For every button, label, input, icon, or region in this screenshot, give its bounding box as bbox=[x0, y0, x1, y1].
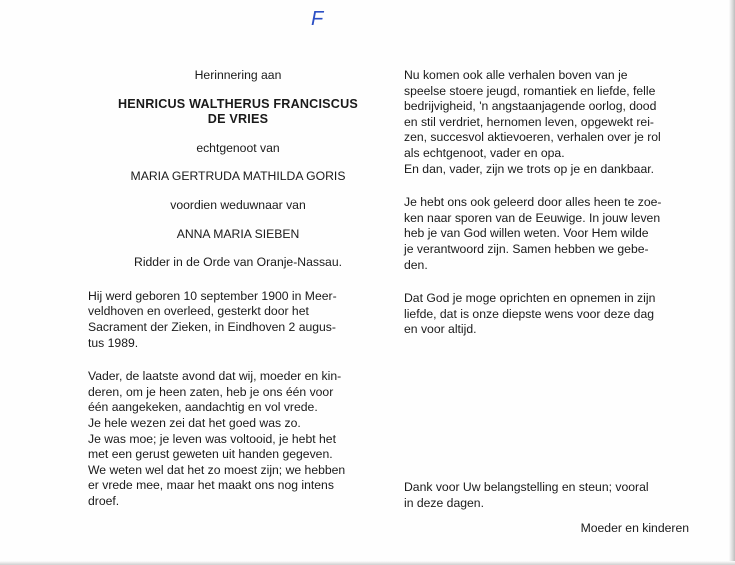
text-line: tus 1989. bbox=[88, 335, 139, 350]
handwritten-letter-mark: F bbox=[311, 8, 324, 30]
text-line: en voor altijd. bbox=[404, 322, 477, 337]
text-line: Vader, de laatste avond dat wij, moeder en kin- bbox=[88, 369, 342, 384]
spouse-intro: echtgenoot van bbox=[196, 140, 280, 155]
text-line: als echtgenoot, vader en opa. bbox=[404, 145, 565, 160]
text-line: bedrijvigheid, 'n angstaanjagende oorlog, dood bbox=[404, 99, 657, 114]
right-column bbox=[404, 68, 689, 537]
widower-intro: voordien weduwnaar van bbox=[170, 197, 306, 212]
text-line: er vrede mee, maar het maakt ons nog intens bbox=[88, 478, 334, 493]
birth-death-paragraph bbox=[88, 289, 388, 351]
text-line: heb je van God willen weten. Voor Hem wilde bbox=[404, 226, 649, 241]
text-line: liefde, dat is onze diepste wens voor deze dag bbox=[404, 306, 655, 321]
card-edge-bottom bbox=[0, 561, 735, 565]
last-evening-paragraph bbox=[88, 369, 388, 509]
text-line: Je hebt ons ook geleerd door alles heen te zoe- bbox=[404, 195, 662, 210]
text-line: één aangekeken, aandachtig en vol vrede. bbox=[88, 400, 318, 415]
text-line: je verantwoord zijn. Samen hebben we gebe- bbox=[404, 241, 649, 256]
text-line: Je was moe; je leven was voltooid, je hebt het bbox=[88, 431, 336, 446]
text-line: Sacrament der Zieken, in Eindhoven 2 augus- bbox=[88, 319, 336, 334]
deceased-name-line2: DE VRIES bbox=[207, 112, 269, 127]
text-line: We weten wel dat het zo moest zijn; we hebben bbox=[88, 462, 346, 477]
memories-paragraph bbox=[404, 68, 689, 177]
deceased-name-line1: HENRICUS WALTHERUS FRANCISCUS bbox=[118, 96, 358, 111]
text-line: en stil verdriet, hernomen leven, opgewekt rei- bbox=[404, 114, 654, 129]
card-edge-right bbox=[729, 0, 735, 565]
first-spouse-name: ANNA MARIA SIEBEN bbox=[176, 226, 300, 241]
text-line: Dank voor Uw belangstelling en steun; vooral bbox=[404, 479, 649, 494]
wish-paragraph bbox=[404, 291, 689, 338]
left-column bbox=[88, 68, 388, 509]
text-line: in deze dagen. bbox=[404, 495, 484, 510]
text-line: ken naar sporen van de Eeuwige. In jouw leven bbox=[404, 210, 661, 225]
text-line: Je hele wezen zei dat het goed was zo. bbox=[88, 415, 301, 430]
text-line: deren, om je heen zaten, heb je ons één voor bbox=[88, 384, 334, 399]
faith-paragraph bbox=[404, 195, 689, 273]
signature: Moeder en kinderen bbox=[580, 521, 689, 536]
text-line: speelse stoere jeugd, romantiek en liefde, felle bbox=[404, 83, 656, 98]
text-line: Hij werd geboren 10 september 1900 in Meer- bbox=[88, 288, 337, 303]
spouse-name: MARIA GERTRUDA MATHILDA GORIS bbox=[130, 169, 346, 184]
text-line: veldhoven en overleed, gesterkt door het bbox=[88, 304, 309, 319]
thanks-paragraph bbox=[404, 480, 689, 511]
text-line: met een gerust geweten uit handen gegeven. bbox=[88, 447, 333, 462]
text-line: den. bbox=[404, 257, 428, 272]
text-line: Nu komen ook alle verhalen boven van je bbox=[404, 68, 628, 82]
text-line: zen, succesvol aktievoeren, verhalen over je rol bbox=[404, 130, 661, 145]
intro-text: Herinnering aan bbox=[194, 68, 282, 82]
honor-text: Ridder in de Orde van Oranje-Nassau. bbox=[134, 255, 342, 270]
text-line: Dat God je moge oprichten en opnemen in zijn bbox=[404, 291, 656, 306]
text-line: En dan, vader, zijn we trots op je en dankbaar. bbox=[404, 161, 655, 176]
text-line: droef. bbox=[88, 493, 120, 508]
